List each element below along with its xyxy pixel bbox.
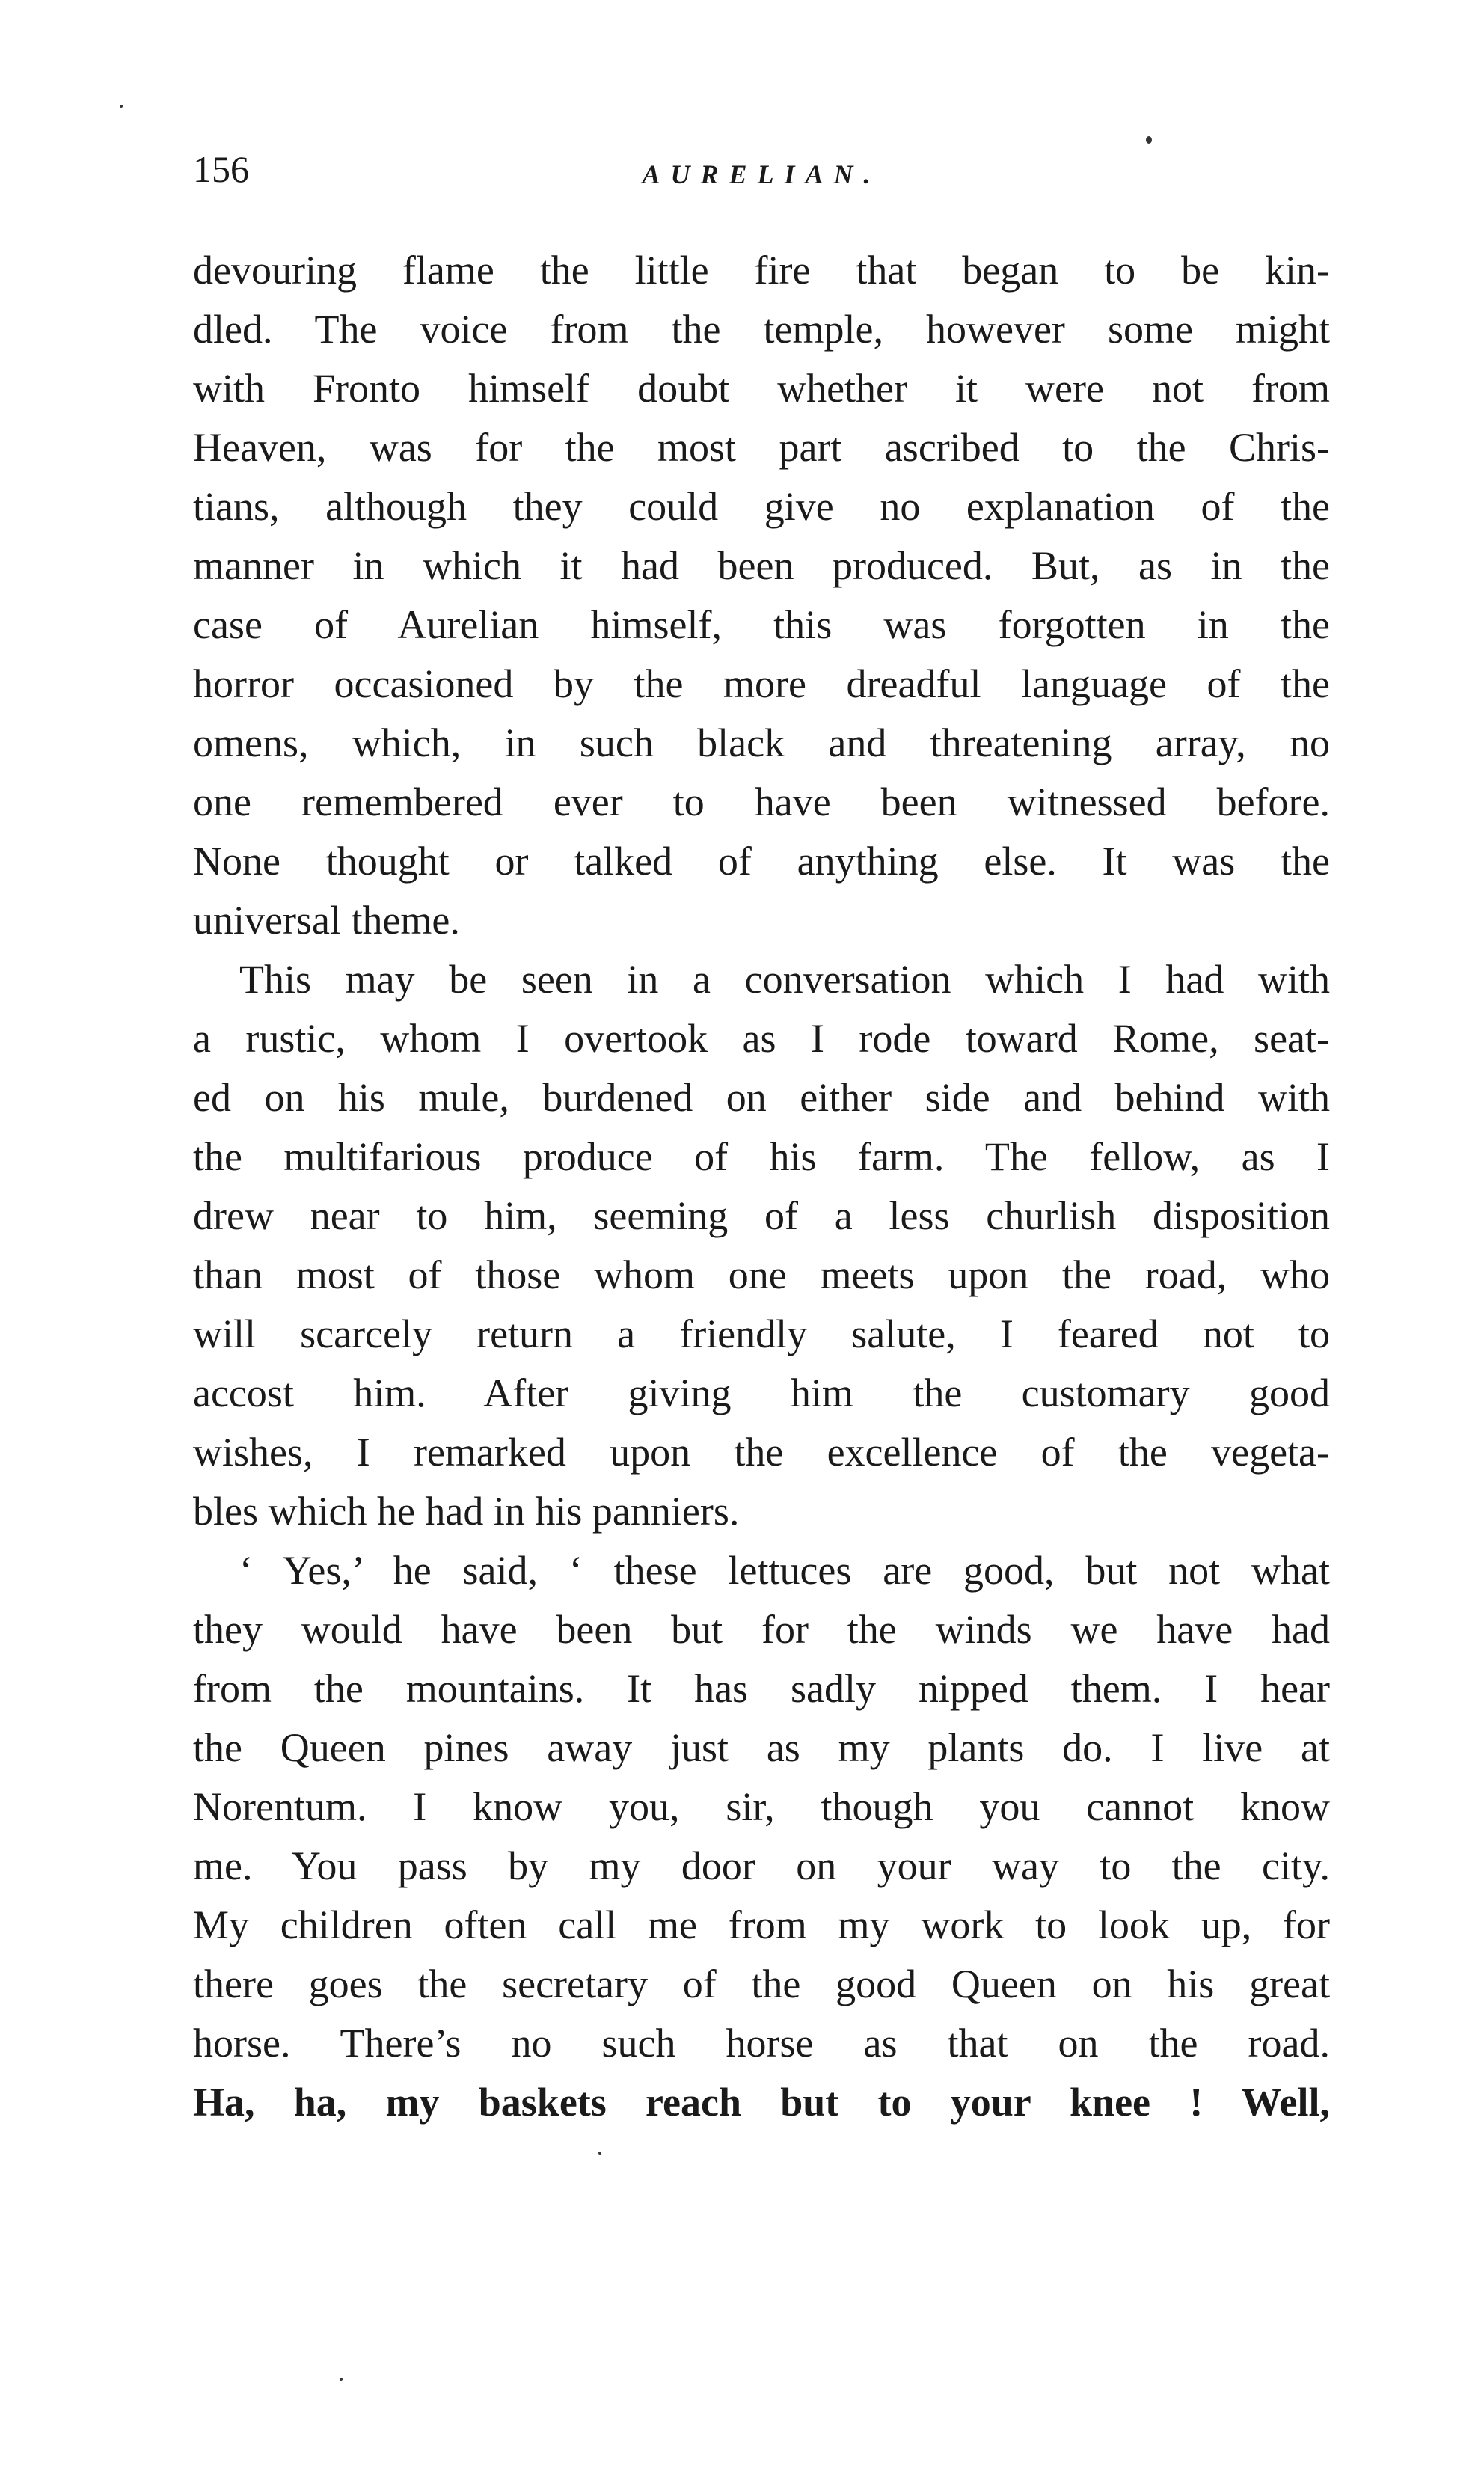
text-line: drew near to him, seeming of a less churlish disposition	[193, 1193, 1330, 1238]
text-line: ‘ Yes,’ he said, ‘ these lettuces are good, but not what	[239, 1548, 1330, 1593]
text-line: the multifarious produce of his farm. The fellow, as I	[193, 1134, 1330, 1179]
text-line: with Fronto himself doubt whether it were not from	[193, 366, 1330, 411]
running-head: AURELIAN.	[642, 159, 881, 189]
text-line: one remembered ever to have been witnessed before.	[193, 780, 1330, 824]
text-line: will scarcely return a friendly salute, I feared not to	[193, 1311, 1330, 1356]
text-line: dled. The voice from the temple, however some might	[193, 307, 1330, 352]
text-line: This may be seen in a conversation which I had with	[239, 957, 1330, 1002]
text-line: universal theme.	[193, 898, 460, 943]
print-speck	[340, 2378, 343, 2381]
text-line: devouring flame the little fire that began to be kin-	[193, 248, 1330, 293]
text-line: tians, although they could give no explanation of the	[193, 484, 1330, 529]
text-line: than most of those whom one meets upon the road, who	[193, 1252, 1330, 1297]
text-line: me. You pass by my door on your way to the city.	[193, 1843, 1330, 1888]
text-line: omens, which, in such black and threatening array, no	[193, 720, 1330, 765]
page-number: 156	[193, 148, 249, 190]
text-line: My children often call me from my work to look up, for	[193, 1902, 1330, 1947]
body-text	[193, 241, 1330, 2132]
text-line: None thought or talked of anything else. It was the	[193, 839, 1330, 884]
text-line: the Queen pines away just as my plants do. I live at	[193, 1725, 1330, 1770]
text-line: horror occasioned by the more dreadful language of the	[193, 661, 1330, 706]
text-line: ed on his mule, burdened on either side and behind with	[193, 1075, 1330, 1120]
text-line: they would have been but for the winds we have had	[193, 1607, 1330, 1652]
text-line: Ha, ha, my baskets reach but to your knee ! Well,	[193, 2080, 1330, 2125]
text-line: manner in which it had been produced. But, as in the	[193, 543, 1330, 588]
print-speck	[598, 2152, 601, 2155]
text-line: accost him. After giving him the customary good	[193, 1371, 1330, 1415]
text-line: a rustic, whom I overtook as I rode toward Rome, seat-	[193, 1016, 1330, 1061]
text-line: from the mountains. It has sadly nipped them. I hear	[193, 1666, 1330, 1711]
print-speck	[1146, 136, 1152, 144]
text-line: Heaven, was for the most part ascribed to the Chris-	[193, 425, 1330, 470]
page-header	[193, 147, 1330, 199]
text-line: horse. There’s no such horse as that on the road.	[193, 2021, 1330, 2066]
text-line: wishes, I remarked upon the excellence of the vegeta-	[193, 1430, 1330, 1475]
text-line: bles which he had in his panniers.	[193, 1489, 740, 1534]
text-line: there goes the secretary of the good Queen on his great	[193, 1962, 1330, 2006]
text-line: case of Aurelian himself, this was forgotten in the	[193, 602, 1330, 647]
print-speck	[120, 105, 123, 108]
text-line: Norentum. I know you, sir, though you cannot know	[193, 1784, 1330, 1829]
